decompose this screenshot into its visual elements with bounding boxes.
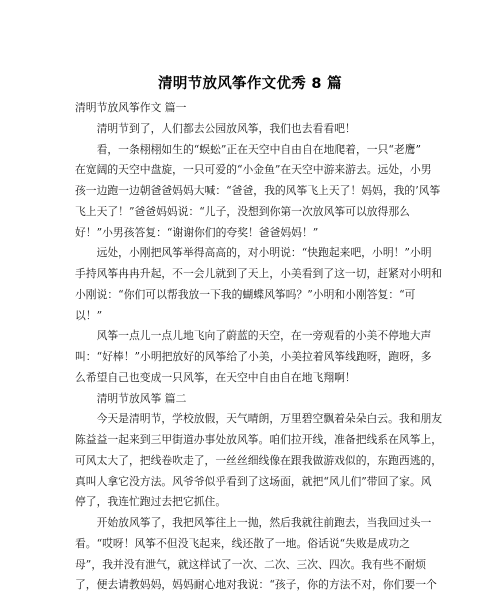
body-line: 清明节放风筝 篇二 — [75, 391, 187, 405]
body-line: 小刚说：“你们可以帮我放一下我的蝴蝶风筝吗？”小明和小刚答复：“可 — [75, 287, 416, 301]
body-line: 风筝一点儿一点儿地飞向了蔚蓝的天空，在一旁观看的小美不停地大声 — [75, 329, 432, 343]
body-line: 母”，我并没有泄气，就这样试了一次、二次、三次、四次。我有些不耐烦 — [75, 557, 427, 571]
body-line: 清明节到了，人们都去公园放风筝，我们也去看看吧！ — [75, 121, 356, 135]
body-line: 可风太大了，把线卷吹走了，一丝丝细线像在跟我做游戏似的，东跑西逃的， — [75, 453, 443, 467]
body-line: 看，一条栩栩如生的“蜈蚣”正在天空中自由自在地爬着，一只“老鹰” — [75, 142, 421, 156]
body-line: 叫：“好棒！”小明把放好的风筝给了小美，小美拉着风筝线跑呀，跑呀，多 — [75, 350, 432, 363]
body-line: 看。“哎呀！风筝不但没飞起来，线还散了一地。俗话说“失败是成功之 — [75, 536, 410, 550]
body-line: 停了，我连忙跑过去把它抓住。 — [75, 495, 227, 509]
document-title: 清明节放风筝作文优秀 8 篇 — [158, 76, 342, 92]
body-line: 在宽阔的天空中盘旋，一只可爱的“小金鱼”在天空中游来游去。远处，小男 — [75, 163, 432, 177]
body-line: 远处，小刚把风筝举得高高的，对小明说：“快跑起来吧，小明！”小明 — [75, 246, 432, 260]
body-line: 了，便去请教妈妈，妈妈耐心地对我说：“孩子，你的方法不对，你们要一个 — [75, 578, 437, 592]
body-line: 么希望自己也变成一只风筝，在天空中自由自在地飞翔啊！ — [75, 370, 356, 384]
body-line: 今天是清明节，学校放假，天气晴朗，万里碧空飘着朵朵白云。我和朋友 — [75, 412, 443, 426]
body-line: 孩一边跑一边朝爸爸妈妈大喊：“爸爸，我的风筝飞上天了！妈妈，我的’风筝 — [75, 184, 441, 197]
body-line: 真叫人拿它没方法。风爷爷似乎看到了这场面，就把“风儿们”带回了家。风 — [75, 474, 432, 488]
body-line: 以！” — [75, 308, 103, 322]
body-line: 清明节放风筝作文 篇一 — [75, 101, 187, 114]
body-line: 手持风筝冉冉升起，不一会儿就到了天上，小美看到了这一切，赶紧对小明和 — [75, 267, 443, 280]
body-line: 好！”小男孩答复：“谢谢你们的夸奖！爸爸妈妈！” — [75, 225, 319, 239]
body-line: 开始放风筝了，我把风筝往上一抛，然后我就往前跑去，当我回过头一 — [75, 516, 432, 529]
body-line: 飞上天了！”爸爸妈妈说：“儿子，没想到你第一次放风筝可以放得那么 — [75, 204, 410, 218]
body-line: 陈益益一起来到三甲街道办事处放风筝。咱们拉开线，准备把线系在风筝上， — [75, 433, 443, 446]
